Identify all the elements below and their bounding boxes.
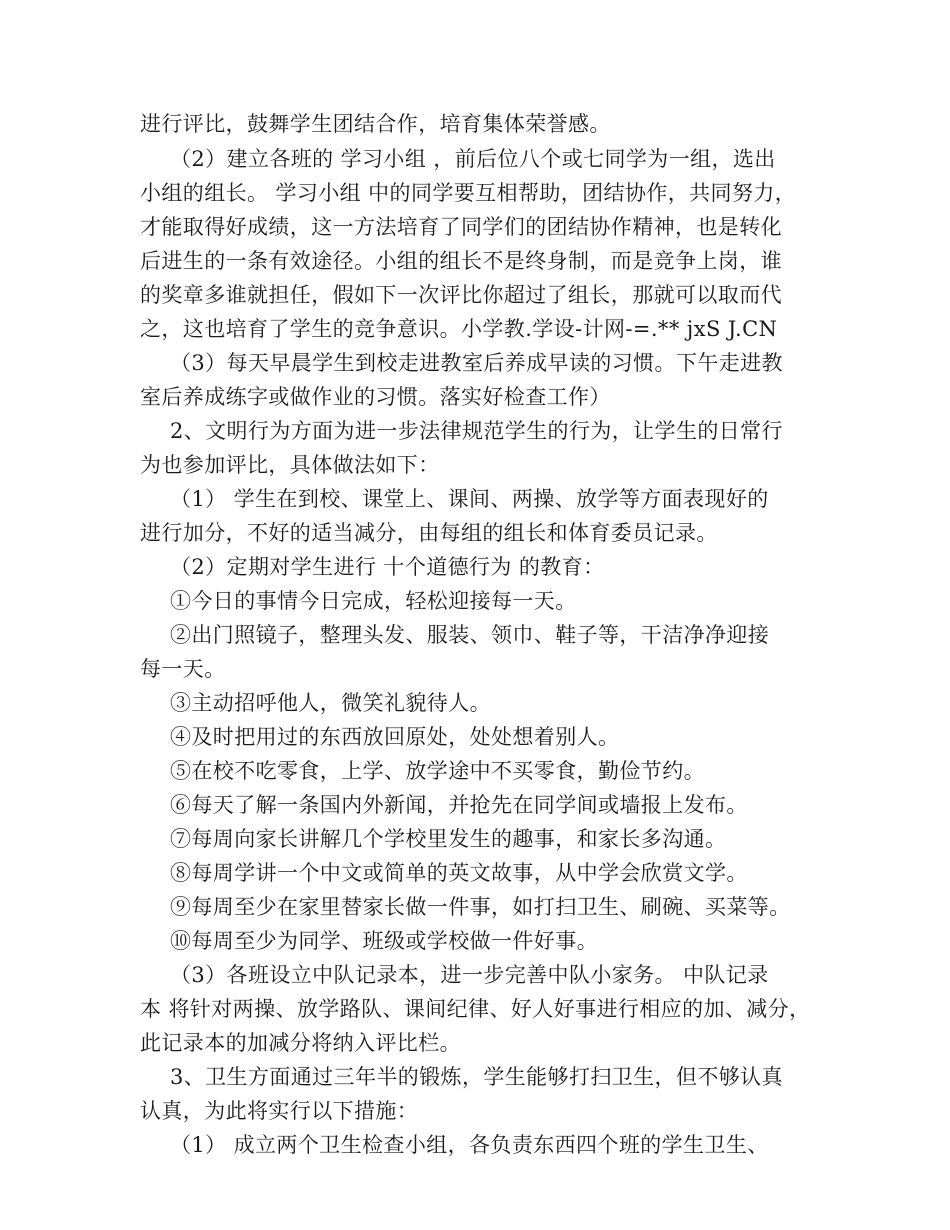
text-line: ⑥每天了解一条国内外新闻，并抢先在同学间或墙报上发布。 bbox=[170, 793, 748, 817]
text-line: 2、文明行为方面为进一步法律规范学生的行为，让学生的日常行 bbox=[170, 419, 783, 443]
text-line: 此记录本的加减分将纳入评比栏。 bbox=[140, 1031, 461, 1055]
text-line: 为也参加评比，具体做法如下： bbox=[140, 453, 440, 477]
text-line: 进行评比，鼓舞学生团结合作，培育集体荣誉感。 bbox=[140, 112, 611, 136]
text-line: ①今日的事情今日完成，轻松迎接每一天。 bbox=[170, 589, 577, 613]
text-line: 后进生的一条有效途径。小组的组长不是终身制，而是竞争上岗，谁 bbox=[140, 249, 782, 273]
text-line: 之，这也培育了学生的竞争意识。小学教.学设-计网-=.** jxS J.CN bbox=[140, 317, 778, 341]
text-line: ②出门照镜子，整理头发、服装、领巾、鞋子等，干洁净净迎接 bbox=[170, 623, 770, 647]
text-line: （3）每天早晨学生到校走进教室后养成早读的习惯。下午走进教 bbox=[170, 351, 783, 375]
text-line: 的奖章多谁就担任，假如下一次评比你超过了组长，那就可以取而代 bbox=[140, 283, 782, 307]
text-line: ⑨每周至少在家里替家长做一件事，如打扫卫生、刷碗、买菜等。 bbox=[170, 895, 791, 919]
text-line: 小组的组长。 学习小组 中的同学要互相帮助，团结协作，共同努力， bbox=[140, 181, 797, 205]
text-line: （1） 学生在到校、课堂上、课间、两操、放学等方面表现好的 bbox=[170, 487, 769, 511]
text-line: （2）建立各班的 学习小组 ，前后位八个或七同学为一组，选出 bbox=[170, 147, 776, 171]
text-line: ⑤在校不吃零食，上学、放学途中不买零食，勤俭节约。 bbox=[170, 759, 705, 783]
text-line: 每一天。 bbox=[140, 657, 226, 681]
text-line: （1） 成立两个卫生检查小组，各负责东西四个班的学生卫生、 bbox=[170, 1133, 769, 1157]
text-line: （2）定期对学生进行 十个道德行为 的教育： bbox=[170, 555, 605, 579]
text-line: ⑩每周至少为同学、班级或学校做一件好事。 bbox=[170, 929, 598, 953]
text-line: 进行加分，不好的适当减分，由每组的组长和体育委员记录。 bbox=[140, 521, 718, 545]
text-line: 认真，为此将实行以下措施： bbox=[140, 1099, 419, 1123]
text-line: ⑧每周学讲一个中文或简单的英文故事，从中学会欣赏文学。 bbox=[170, 861, 748, 885]
text-line: 室后养成练字或做作业的习惯。落实好检查工作） bbox=[140, 385, 611, 409]
text-line: ④及时把用过的东西放回原处，处处想着别人。 bbox=[170, 725, 620, 749]
text-line: 本 将针对两操、放学路队、课间纪律、好人好事进行相应的加、减分， bbox=[140, 997, 811, 1021]
text-line: ⑦每周向家长讲解几个学校里发生的趣事，和家长多沟通。 bbox=[170, 827, 727, 851]
text-line: 才能取得好成绩，这一方法培育了同学们的团结协作精神，也是转化 bbox=[140, 215, 782, 239]
text-line: 3、卫生方面通过三年半的锻炼，学生能够打扫卫生，但不够认真 bbox=[170, 1065, 783, 1089]
text-line: （3）各班设立中队记录本，进一步完善中队小家务。 中队记录 bbox=[170, 963, 769, 987]
text-line: ③主动招呼他人，微笑礼貌待人。 bbox=[170, 691, 491, 715]
